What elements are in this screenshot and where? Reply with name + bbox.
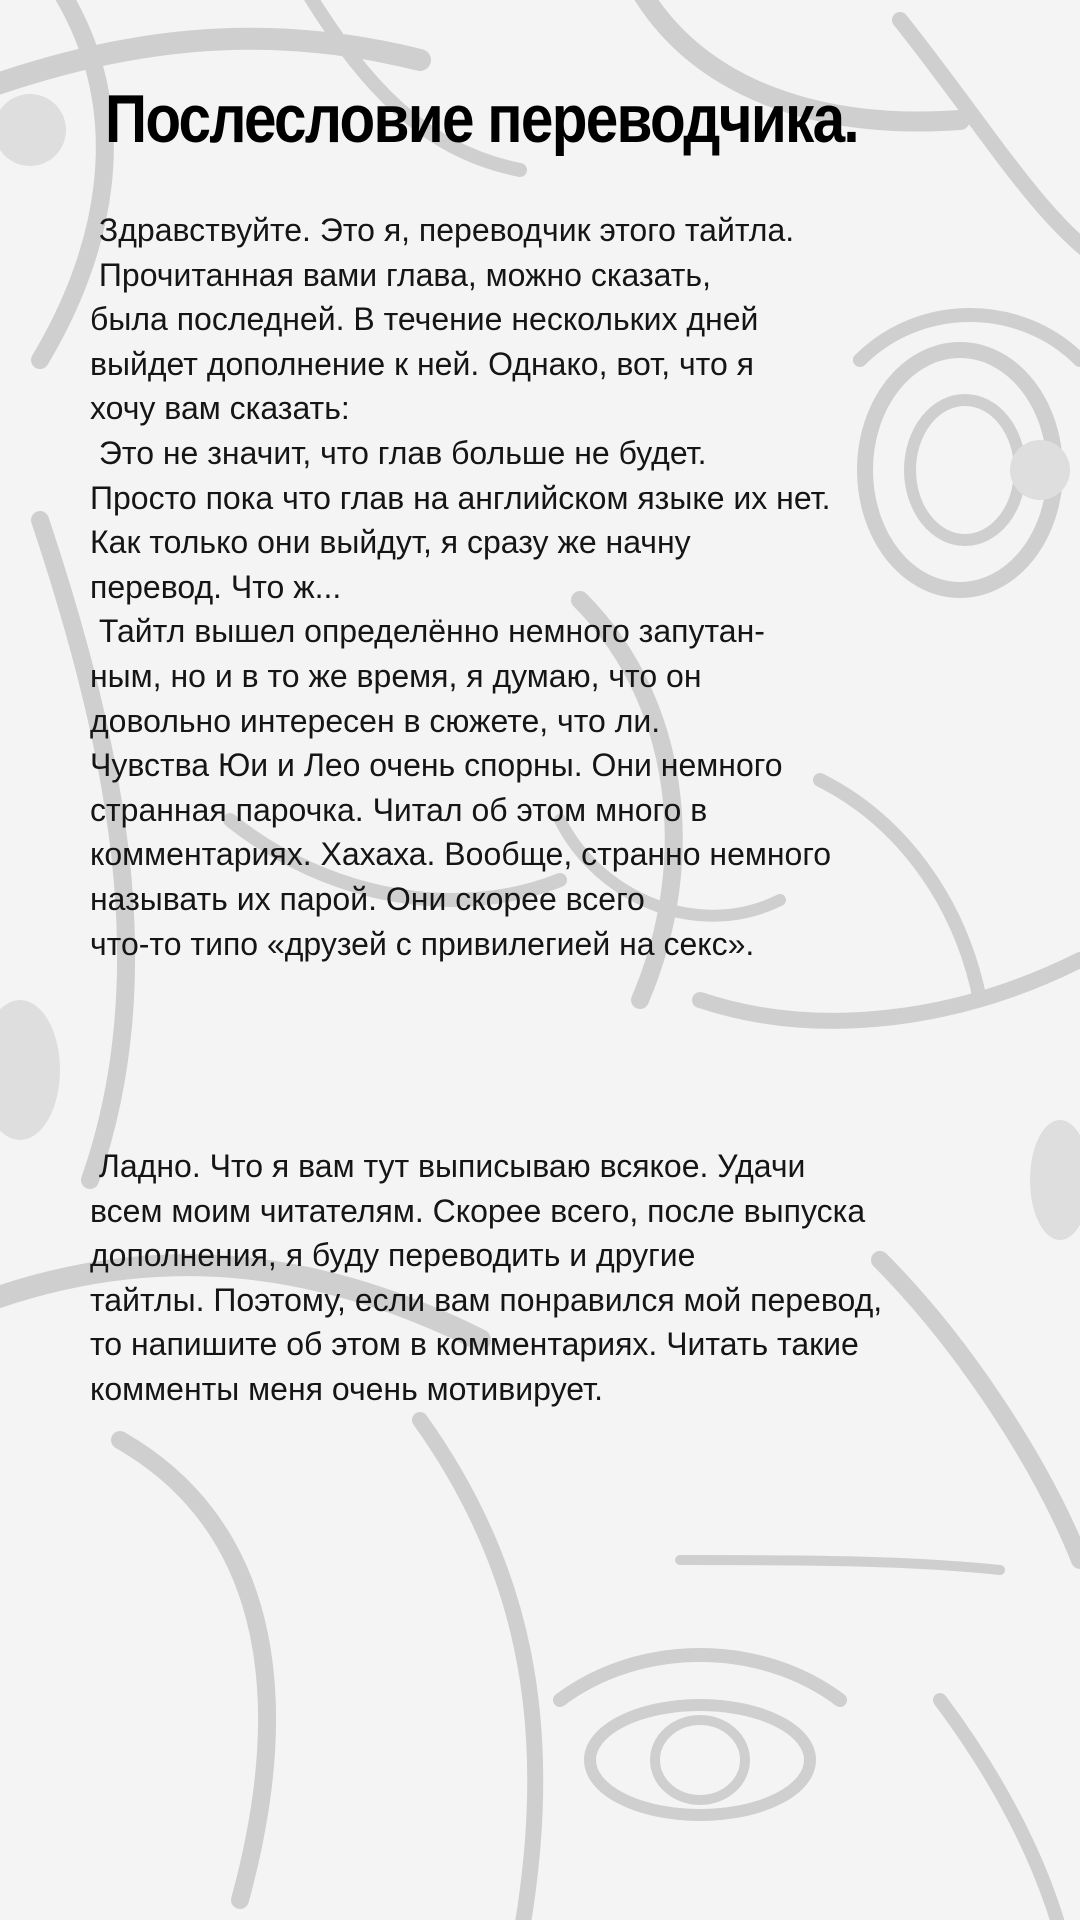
text-line: комменты меня очень мотивирует. bbox=[90, 1370, 603, 1407]
text-line: перевод. Что ж... bbox=[90, 568, 342, 605]
text-line: всем моим читателям. Скорее всего, после выпуска bbox=[90, 1192, 866, 1229]
text-line: комментариях. Хахаха. Вообще, странно немного bbox=[90, 836, 832, 873]
paragraph-block-1 bbox=[90, 208, 1050, 966]
text-line: Ладно. Что я вам тут выписываю всякое. Удачи bbox=[90, 1148, 806, 1184]
text-line: странная парочка. Читал об этом много в bbox=[90, 791, 708, 828]
page-title: Послесловие переводчика. bbox=[105, 81, 858, 157]
text-line: дополнения, я буду переводить и другие bbox=[90, 1237, 696, 1274]
text-line: что-то типо «друзей с привилегией на секс». bbox=[90, 925, 755, 962]
text-line: была последней. В течение нескольких дней bbox=[90, 301, 759, 338]
text-line: ным, но и в то же время, я думаю, что он bbox=[90, 657, 702, 694]
paragraph-block-2 bbox=[90, 1144, 1050, 1412]
text-line: Как только они выйдут, я сразу же начну bbox=[90, 524, 691, 561]
text-line: Прочитанная вами глава, можно сказать, bbox=[90, 256, 711, 293]
text-line: то напишите об этом в комментариях. Читать такие bbox=[90, 1326, 859, 1363]
text-line: выйдет дополнение к ней. Однако, вот, что я bbox=[90, 345, 754, 382]
text-line: Чувства Юи и Лео очень спорны. Они немного bbox=[90, 747, 783, 784]
text-line: Здравствуйте. Это я, переводчик этого тайтла. bbox=[90, 212, 795, 248]
text-line: Это не значит, что глав больше не будет. bbox=[90, 434, 707, 471]
text-line: тайтлы. Поэтому, если вам понравился мой перевод, bbox=[90, 1281, 883, 1318]
text-line: Просто пока что глав на английском языке их нет. bbox=[90, 479, 831, 516]
text-line: называть их парой. Они скорее всего bbox=[90, 880, 645, 917]
text-line: хочу вам сказать: bbox=[90, 390, 350, 427]
text-line: Тайтл вышел определённо немного запутан- bbox=[90, 613, 765, 650]
text-line: довольно интересен в сюжете, что ли. bbox=[90, 702, 661, 739]
